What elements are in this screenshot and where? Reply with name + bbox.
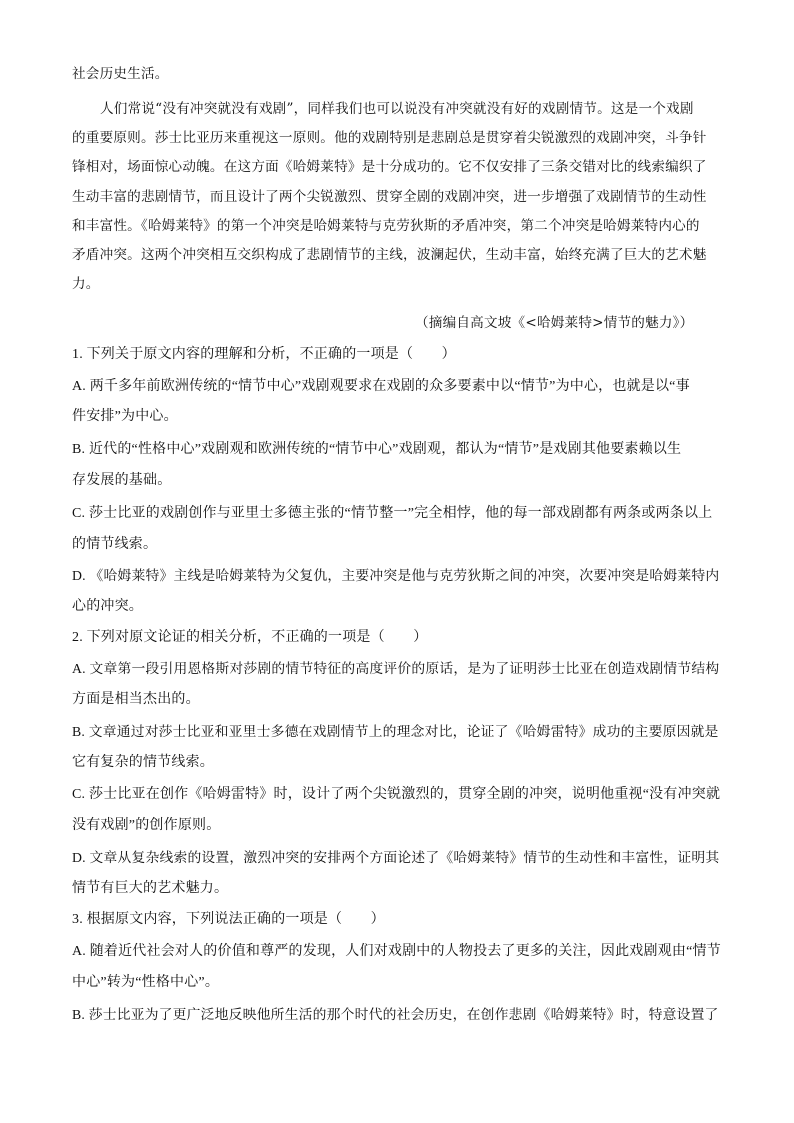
passage-line: 锋相对，场面惊心动魄。在这方面《哈姆莱特》是十分成功的。它不仅安排了三条交错对比的线索编织了 (72, 159, 707, 175)
q3-option-a: A. 随着近代社会对人的价值和尊严的发现，人们对戏剧中的人物投去了更多的关注，因此戏剧观由“情节 (72, 944, 721, 959)
question-3-stem: 3. 根据原文内容，下列说法正确的一项是（ ） (72, 912, 385, 927)
q1-option-d-cont: 心的冲突。 (72, 599, 143, 614)
q1-option-c: C. 莎士比亚的戏剧创作与亚里士多德主张的“情节整一”完全相悖，他的每一部戏剧都有两条或两条以上 (72, 506, 713, 521)
passage-line: 的重要原则。莎士比亚历来重视这一原则。他的戏剧特别是悲剧总是贯穿着尖锐激烈的戏剧冲突，斗争针 (72, 130, 707, 146)
passage-line: 力。 (72, 276, 100, 292)
q3-option-b: B. 莎士比亚为了更广泛地反映他所生活的那个时代的社会历史，在创作悲剧《哈姆莱特》时，特意设置了 (72, 1007, 719, 1022)
q1-option-b-cont: 存发展的基础。 (72, 473, 172, 488)
q2-option-c: C. 莎士比亚在创作《哈姆雷特》时，设计了两个尖锐激烈的，贯穿全剧的冲突，说明他重视“没有冲突就 (72, 787, 721, 802)
q1-option-a: A. 两千多年前欧洲传统的“情节中心”戏剧观要求在戏剧的众多要素中以“情节”为中心，也就是以“事 (72, 379, 690, 394)
q1-option-b: B. 近代的“性格中心”戏剧观和欧洲传统的“情节中心”戏剧观，都认为“情节”是戏剧其他要素赖以生 (72, 442, 682, 457)
passage-line: 人们常说“没有冲突就没有戏剧”，同样我们也可以说没有冲突就没有好的戏剧情节。这是一个戏剧 (100, 101, 694, 117)
q1-option-c-cont: 的情节线索。 (72, 537, 158, 552)
passage-source: （摘编自高文坡《<哈姆莱特>情节的魅力》） (415, 315, 694, 331)
question-2-stem: 2. 下列对原文论证的相关分析，不正确的一项是（ ） (72, 630, 428, 645)
q1-option-d: D. 《哈姆莱特》主线是哈姆莱特为父复仇，主要冲突是他与克劳狄斯之间的冲突，次要冲突是哈姆莱特内 (72, 568, 720, 583)
q3-option-a-cont: 中心”转为“性格中心”。 (72, 975, 220, 990)
passage-line: 矛盾冲突。这两个冲突相互交织构成了悲剧情节的主线，波澜起伏，生动丰富，始终充满了巨大的艺术魅 (72, 247, 707, 263)
q2-option-c-cont: 没有戏剧”的创作原则。 (72, 818, 221, 833)
question-1-stem: 1. 下列关于原文内容的理解和分析，不正确的一项是（ ） (72, 347, 456, 362)
passage-line: 生动丰富的悲剧情节，而且设计了两个尖锐激烈、贯穿全剧的戏剧冲突，进一步增强了戏剧情节的生动性 (72, 189, 707, 205)
q2-option-d-cont: 情节有巨大的艺术魅力。 (72, 881, 229, 896)
q1-option-a-cont: 件安排”为中心。 (72, 409, 178, 424)
q2-option-a-cont: 方面是相当杰出的。 (72, 692, 200, 707)
passage-line: 和丰富性。《哈姆莱特》的第一个冲突是哈姆莱特与克劳狄斯的矛盾冲突，第二个冲突是哈姆莱特内心的 (72, 218, 700, 234)
q2-option-b: B. 文章通过对莎士比亚和亚里士多德在戏剧情节上的理念对比，论证了《哈姆雷特》成功的主要原因就是 (72, 724, 719, 739)
q2-option-b-cont: 它有复杂的情节线索。 (72, 755, 214, 770)
q2-option-a: A. 文章第一段引用恩格斯对莎剧的情节特征的高度评价的原话，是为了证明莎士比亚在创造戏剧情节结构 (72, 661, 720, 676)
passage-line: 社会历史生活。 (72, 66, 169, 82)
q2-option-d: D. 文章从复杂线索的设置，激烈冲突的安排两个方面论述了《哈姆莱特》情节的生动性和丰富性，证明其 (72, 850, 720, 865)
